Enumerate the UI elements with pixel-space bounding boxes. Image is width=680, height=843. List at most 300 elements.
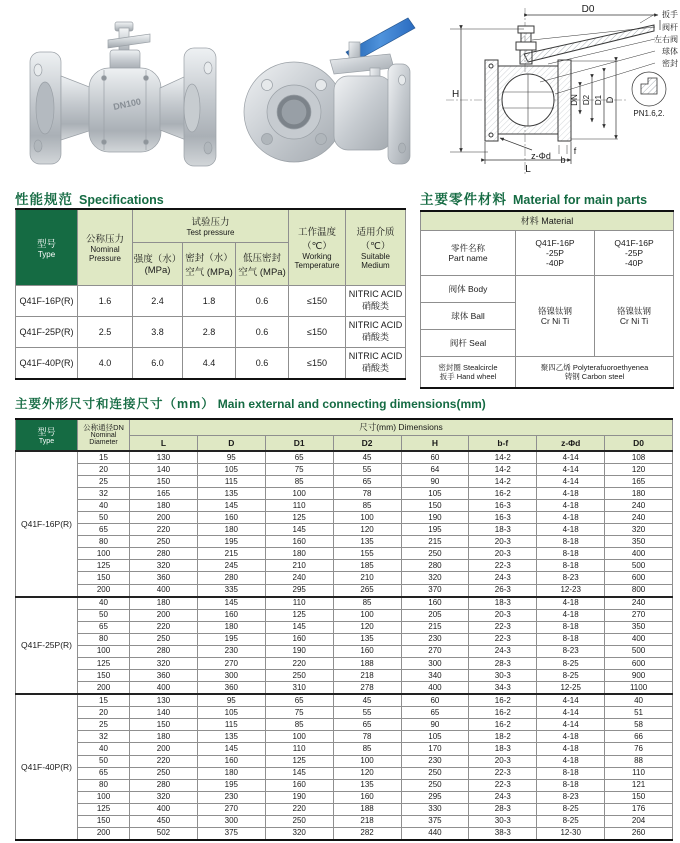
dim-cell: 320 xyxy=(265,827,333,840)
spec-value-cell: 1.8 xyxy=(183,285,236,316)
spec-header-temperature: 工作温度（℃） Working Temperature xyxy=(289,209,346,285)
part-ball: 球体 Ball xyxy=(421,303,516,330)
dim-cell: 100 xyxy=(78,791,130,803)
dim-group-label: Q41F-25P(R) xyxy=(16,597,78,695)
dim-cell: 40 xyxy=(78,597,130,610)
dim-cell: 260 xyxy=(605,827,673,840)
spec-header-low-pressure: 低压密封 空气 (MPa) xyxy=(236,242,289,285)
dim-cell: 200 xyxy=(78,584,130,597)
dim-cell: 120 xyxy=(333,524,401,536)
dim-cell: 50 xyxy=(78,512,130,524)
dim-cell: 8-25 xyxy=(537,815,605,827)
dim-cell: 145 xyxy=(197,597,265,610)
dim-cell: 145 xyxy=(265,621,333,633)
dim-cell: 15 xyxy=(78,451,130,464)
dim-cell: 30-3 xyxy=(469,670,537,682)
dim-l-label: L xyxy=(525,164,531,175)
dim-cell: 360 xyxy=(130,572,198,584)
packing xyxy=(521,33,531,42)
dim-cell: 24-3 xyxy=(469,791,537,803)
dim-row xyxy=(16,621,673,633)
dim-cell: 18-3 xyxy=(469,597,537,610)
dim-cell: 230 xyxy=(197,645,265,657)
dim-cell: 320 xyxy=(130,791,198,803)
dim-cell: 240 xyxy=(605,597,673,610)
dim-cell: 270 xyxy=(401,645,469,657)
dims-header-type: 型号 Type xyxy=(16,419,78,451)
dims-title-zh: 主要外形尺寸和连接尺寸（mm） xyxy=(15,397,215,411)
dim-cell: 335 xyxy=(197,584,265,597)
dim-cell: 320 xyxy=(605,524,673,536)
dim-cell: 282 xyxy=(333,827,401,840)
dim-cell: 265 xyxy=(333,584,401,597)
dim-cell: 150 xyxy=(605,791,673,803)
dim-cell: 4-18 xyxy=(537,597,605,610)
dim-col-header: D0 xyxy=(605,435,673,451)
dim-cell: 100 xyxy=(333,512,401,524)
dim-group-label: Q41F-40P(R) xyxy=(16,694,78,840)
dim-cell: 4-14 xyxy=(537,451,605,464)
dim-cell: 180 xyxy=(130,597,198,610)
dim-cell: 190 xyxy=(401,512,469,524)
valve-marking: DN100 xyxy=(112,96,142,112)
dim-cell: 215 xyxy=(401,621,469,633)
dim-cell: 180 xyxy=(130,731,198,743)
part-lr-body-label: 左右阀 xyxy=(654,35,678,44)
dim-cell: 250 xyxy=(130,767,198,779)
dim-cell: 135 xyxy=(333,779,401,791)
dim-cell: 8-25 xyxy=(537,670,605,682)
dims-header-dn: 公称通径DN Nominal Diameter xyxy=(78,419,130,451)
dim-cell: 8-18 xyxy=(537,633,605,645)
dim-cell: 100 xyxy=(265,731,333,743)
dim-cell: 115 xyxy=(197,476,265,488)
dim-cell: 65 xyxy=(333,476,401,488)
dim-cell: 88 xyxy=(605,755,673,767)
dim-col-header: H xyxy=(401,435,469,451)
dim-cell: 110 xyxy=(265,743,333,755)
dim-cell: 51 xyxy=(605,707,673,719)
dim-cell: 125 xyxy=(78,560,130,572)
dim-cell: 200 xyxy=(130,512,198,524)
dim-cell: 280 xyxy=(401,560,469,572)
dim-cell: 220 xyxy=(265,803,333,815)
dim-cell: 375 xyxy=(401,815,469,827)
dim-cell: 20-3 xyxy=(469,548,537,560)
dim-cell: 18-3 xyxy=(469,524,537,536)
dim-row xyxy=(16,548,673,560)
dim-cell: 108 xyxy=(605,451,673,464)
spec-header-type: 型号 Type xyxy=(16,209,78,285)
part-name-header: 零件名称 Part name xyxy=(421,231,516,276)
body xyxy=(89,68,161,152)
material-2: 铬镍钛钢 Cr Ni Ti xyxy=(595,276,674,357)
dim-cell: 40 xyxy=(605,694,673,707)
dim-group xyxy=(16,597,673,695)
mount-plate xyxy=(330,54,394,74)
dim-cell: 4-18 xyxy=(537,609,605,621)
dim-cell: 180 xyxy=(197,621,265,633)
dim-cell: 600 xyxy=(605,657,673,669)
dim-cell: 14-2 xyxy=(469,476,537,488)
dim-cell: 100 xyxy=(333,609,401,621)
dim-row xyxy=(16,707,673,719)
dim-cell: 350 xyxy=(605,621,673,633)
dim-cell: 16-2 xyxy=(469,719,537,731)
dim-cell: 15 xyxy=(78,694,130,707)
dim-group-label: Q41F-16P(R) xyxy=(16,451,78,597)
spec-row xyxy=(16,285,406,316)
dim-cell: 195 xyxy=(197,633,265,645)
dim-cell: 100 xyxy=(78,548,130,560)
dim-cell: 26-3 xyxy=(469,584,537,597)
dim-row xyxy=(16,597,673,610)
dim-cell: 320 xyxy=(130,560,198,572)
dim-cell: 130 xyxy=(130,694,198,707)
dim-cell: 115 xyxy=(197,719,265,731)
dim-cell: 65 xyxy=(333,719,401,731)
dim-cell: 500 xyxy=(605,645,673,657)
dim-group xyxy=(16,451,673,597)
dim-cell: 502 xyxy=(130,827,198,840)
spec-value-cell: 6.0 xyxy=(133,347,183,379)
dim-cell: 65 xyxy=(265,694,333,707)
dim-cell: 8-25 xyxy=(537,803,605,815)
dim-cell: 400 xyxy=(130,803,198,815)
dim-cell: 210 xyxy=(333,572,401,584)
dim-cell: 160 xyxy=(265,633,333,645)
dim-cell: 135 xyxy=(197,488,265,500)
dim-cell: 64 xyxy=(401,464,469,476)
dim-cell: 150 xyxy=(401,500,469,512)
dim-cell: 22-3 xyxy=(469,621,537,633)
dim-cell: 218 xyxy=(333,670,401,682)
dim-cell: 600 xyxy=(605,572,673,584)
spec-medium-cell: NITRIC ACID 硝酸类 xyxy=(346,285,406,316)
dim-cell: 16-2 xyxy=(469,707,537,719)
dim-row xyxy=(16,572,673,584)
dim-cell: 240 xyxy=(605,500,673,512)
dim-cell: 110 xyxy=(265,597,333,610)
dim-cell: 280 xyxy=(130,645,198,657)
dim-dn-label: DN xyxy=(570,94,579,106)
dim-cell: 165 xyxy=(605,476,673,488)
dim-cell: 170 xyxy=(401,743,469,755)
materials-title-en: Material for main parts xyxy=(513,193,648,207)
dim-cell: 215 xyxy=(197,548,265,560)
dim-cell: 65 xyxy=(78,621,130,633)
dim-row xyxy=(16,755,673,767)
dim-cell: 85 xyxy=(265,476,333,488)
dim-cell: 245 xyxy=(197,560,265,572)
dim-cell: 8-23 xyxy=(537,791,605,803)
dim-cell: 320 xyxy=(130,657,198,669)
dim-cell: 135 xyxy=(197,731,265,743)
dim-cell: 280 xyxy=(197,572,265,584)
part-ball-label: 球体 xyxy=(662,47,678,56)
dim-cell: 38-3 xyxy=(469,827,537,840)
dim-d-label: D xyxy=(605,96,615,104)
spec-table xyxy=(15,208,406,380)
dim-cell: 58 xyxy=(605,719,673,731)
dim-cell: 85 xyxy=(333,500,401,512)
dim-cell: 180 xyxy=(197,767,265,779)
spec-value-cell: 2.5 xyxy=(78,316,133,347)
dim-cell: 28-3 xyxy=(469,657,537,669)
dim-row xyxy=(16,560,673,572)
part-stem-label: 阀杆 xyxy=(662,23,678,32)
dim-row xyxy=(16,657,673,669)
dim-cell: 80 xyxy=(78,536,130,548)
materials-title-zh: 主要零件材料 xyxy=(420,192,507,207)
dim-cell: 22-3 xyxy=(469,560,537,572)
dim-cell: 16-2 xyxy=(469,488,537,500)
dim-cell: 40 xyxy=(78,500,130,512)
dim-row xyxy=(16,512,673,524)
dim-cell: 150 xyxy=(78,815,130,827)
dim-cell: 250 xyxy=(130,633,198,645)
material-1: 铬镍钛钢 Cr Ni Ti xyxy=(516,276,595,357)
dim-cell: 125 xyxy=(265,755,333,767)
left-neck xyxy=(61,76,92,140)
dim-cell: 125 xyxy=(265,609,333,621)
dim-row xyxy=(16,609,673,621)
dim-f-label: f xyxy=(573,146,577,156)
dim-cell: 280 xyxy=(130,548,198,560)
dim-cell: 150 xyxy=(130,719,198,731)
dim-cell: 105 xyxy=(197,707,265,719)
dim-cell: 160 xyxy=(197,512,265,524)
spec-value-cell: 4.0 xyxy=(78,347,133,379)
spec-value-cell: 2.8 xyxy=(183,316,236,347)
dim-cell: 55 xyxy=(333,707,401,719)
dim-cell: 360 xyxy=(130,670,198,682)
dim-cell: 90 xyxy=(401,476,469,488)
dim-cell: 12-30 xyxy=(537,827,605,840)
dim-cell: 190 xyxy=(265,645,333,657)
dim-cell: 160 xyxy=(197,755,265,767)
dim-cell: 20 xyxy=(78,707,130,719)
dim-cell: 218 xyxy=(333,815,401,827)
dim-cell: 4-14 xyxy=(537,719,605,731)
right-neck xyxy=(160,76,186,140)
dim-cell: 22-3 xyxy=(469,779,537,791)
dim-cell: 400 xyxy=(130,584,198,597)
dim-cell: 204 xyxy=(605,815,673,827)
dim-cell: 45 xyxy=(333,694,401,707)
dim-cell: 200 xyxy=(130,609,198,621)
dim-row xyxy=(16,682,673,695)
dim-cell: 24-3 xyxy=(469,645,537,657)
dim-cell: 121 xyxy=(605,779,673,791)
dim-cell: 270 xyxy=(605,609,673,621)
dim-d0-label: D0 xyxy=(581,4,595,15)
spec-value-cell: 1.6 xyxy=(78,285,133,316)
dim-cell: 4-18 xyxy=(537,512,605,524)
dim-cell: 220 xyxy=(130,524,198,536)
dim-cell: 150 xyxy=(78,572,130,584)
dim-cell: 4-18 xyxy=(537,743,605,755)
dim-cell: 130 xyxy=(130,451,198,464)
dim-cell: 240 xyxy=(265,572,333,584)
part-body: 阀体 Body xyxy=(421,276,516,303)
dim-cell: 250 xyxy=(401,767,469,779)
dimensions-table xyxy=(15,418,673,841)
spec-header-strength: 强度（水） (MPa) xyxy=(133,242,183,285)
dim-cell: 4-18 xyxy=(537,488,605,500)
dim-cell: 200 xyxy=(78,827,130,840)
dim-cell: 145 xyxy=(197,500,265,512)
dim-cell: 66 xyxy=(605,731,673,743)
dim-col-header: D xyxy=(197,435,265,451)
dim-row xyxy=(16,719,673,731)
dim-cell: 160 xyxy=(401,597,469,610)
dim-col-header: D1 xyxy=(265,435,333,451)
dim-cell: 160 xyxy=(265,779,333,791)
dim-cell: 60 xyxy=(401,451,469,464)
dim-d1-label: D1 xyxy=(594,94,603,106)
dim-cell: 100 xyxy=(78,645,130,657)
dim-cell: 22-3 xyxy=(469,633,537,645)
dim-cell: 350 xyxy=(605,536,673,548)
dim-cell: 65 xyxy=(78,524,130,536)
dim-cell: 110 xyxy=(265,500,333,512)
dim-cell: 78 xyxy=(333,488,401,500)
spec-type-cell: Q41F-16P(R) xyxy=(16,285,78,316)
dim-cell: 140 xyxy=(130,464,198,476)
dim-cell: 16-3 xyxy=(469,500,537,512)
dim-cell: 18-2 xyxy=(469,731,537,743)
dims-title-en: Main external and connecting dimensions(mm) xyxy=(217,397,486,411)
spec-value-cell: ≤150 xyxy=(289,285,346,316)
dim-row xyxy=(16,694,673,707)
materials-header: 材料 Material xyxy=(421,211,674,231)
dim-cell: 8-23 xyxy=(537,645,605,657)
dim-cell: 105 xyxy=(401,731,469,743)
materials-table xyxy=(420,210,674,389)
dim-cell: 125 xyxy=(265,512,333,524)
dim-row xyxy=(16,645,673,657)
dim-cell: 32 xyxy=(78,731,130,743)
dim-cell: 250 xyxy=(130,536,198,548)
dim-cell: 65 xyxy=(401,707,469,719)
dim-cell: 4-18 xyxy=(537,524,605,536)
dim-b-label: b xyxy=(560,155,566,165)
material-last: 聚四乙烯 Polyterafuoroethyenea 铸钢 Carbon steel xyxy=(516,357,674,389)
dim-cell: 25 xyxy=(78,476,130,488)
dim-cell: 400 xyxy=(130,682,198,695)
dim-cell: 25 xyxy=(78,719,130,731)
dim-cell: 188 xyxy=(333,803,401,815)
dim-row xyxy=(16,500,673,512)
dim-cell: 8-18 xyxy=(537,536,605,548)
dim-cell: 12-25 xyxy=(537,682,605,695)
dim-cell: 230 xyxy=(401,633,469,645)
dim-cell: 8-18 xyxy=(537,621,605,633)
dim-cell: 145 xyxy=(197,743,265,755)
dim-cell: 295 xyxy=(401,791,469,803)
dim-cell: 250 xyxy=(265,815,333,827)
dim-cell: 145 xyxy=(265,767,333,779)
dim-cell: 188 xyxy=(333,657,401,669)
spec-row xyxy=(16,347,406,379)
dim-cell: 250 xyxy=(265,670,333,682)
dim-d2-label: D2 xyxy=(582,94,591,106)
dim-cell: 78 xyxy=(333,731,401,743)
dim-cell: 20-3 xyxy=(469,609,537,621)
dim-cell: 160 xyxy=(265,536,333,548)
dim-cell: 220 xyxy=(130,621,198,633)
dim-cell: 12-23 xyxy=(537,584,605,597)
dim-cell: 300 xyxy=(197,670,265,682)
dim-cell: 320 xyxy=(401,572,469,584)
dim-cell: 220 xyxy=(130,755,198,767)
dim-cell: 120 xyxy=(605,464,673,476)
spec-medium-cell: NITRIC ACID 硝酸类 xyxy=(346,316,406,347)
dim-cell: 100 xyxy=(333,755,401,767)
spec-value-cell: 0.6 xyxy=(236,285,289,316)
dimensions-section-title xyxy=(15,394,486,412)
spec-header-test-pressure: 试验压力 Test pressure xyxy=(133,209,289,242)
spec-medium-cell: NITRIC ACID 硝酸类 xyxy=(346,347,406,379)
dim-cell: 400 xyxy=(401,682,469,695)
dim-cell: 4-14 xyxy=(537,694,605,707)
dim-cell: 40 xyxy=(78,743,130,755)
dim-cell: 180 xyxy=(265,548,333,560)
stem-drawing xyxy=(516,42,536,50)
dim-row xyxy=(16,827,673,840)
materials-section-title xyxy=(420,188,647,209)
dim-cell: 8-18 xyxy=(537,767,605,779)
dim-cell: 60 xyxy=(401,694,469,707)
dim-cell: 50 xyxy=(78,755,130,767)
dim-cell: 230 xyxy=(401,755,469,767)
spec-type-cell: Q41F-40P(R) xyxy=(16,347,78,379)
dim-cell: 205 xyxy=(401,609,469,621)
spec-title-en: Specifications xyxy=(79,193,164,207)
spec-section-title xyxy=(15,188,164,209)
dim-cell: 160 xyxy=(333,791,401,803)
dim-cell: 195 xyxy=(197,779,265,791)
dim-cell: 20 xyxy=(78,464,130,476)
spec-value-cell: 2.4 xyxy=(133,285,183,316)
dim-col-header: D2 xyxy=(333,435,401,451)
dim-cell: 85 xyxy=(265,719,333,731)
dim-cell: 176 xyxy=(605,803,673,815)
dim-cell: 145 xyxy=(265,524,333,536)
spec-value-cell: 3.8 xyxy=(133,316,183,347)
valve-photo-left xyxy=(18,8,230,180)
dim-cell: 450 xyxy=(130,815,198,827)
dim-cell: 360 xyxy=(197,682,265,695)
dim-row xyxy=(16,584,673,597)
model-column-1-header: Q41F-16P -25P -40P xyxy=(516,231,595,276)
spec-type-cell: Q41F-25P(R) xyxy=(16,316,78,347)
dim-cell: 45 xyxy=(333,451,401,464)
dim-col-header: b-f xyxy=(469,435,537,451)
dim-cell: 24-3 xyxy=(469,572,537,584)
dims-header-dimensions: 尺寸(mm) Dimensions xyxy=(130,419,673,435)
dim-row xyxy=(16,815,673,827)
dim-cell: 270 xyxy=(197,803,265,815)
spec-value-cell: 4.4 xyxy=(183,347,236,379)
dim-cell: 160 xyxy=(197,609,265,621)
dim-cell: 125 xyxy=(78,657,130,669)
dim-cell: 400 xyxy=(605,548,673,560)
dim-cell: 180 xyxy=(605,488,673,500)
dim-cell: 330 xyxy=(401,803,469,815)
dim-cell: 95 xyxy=(197,451,265,464)
